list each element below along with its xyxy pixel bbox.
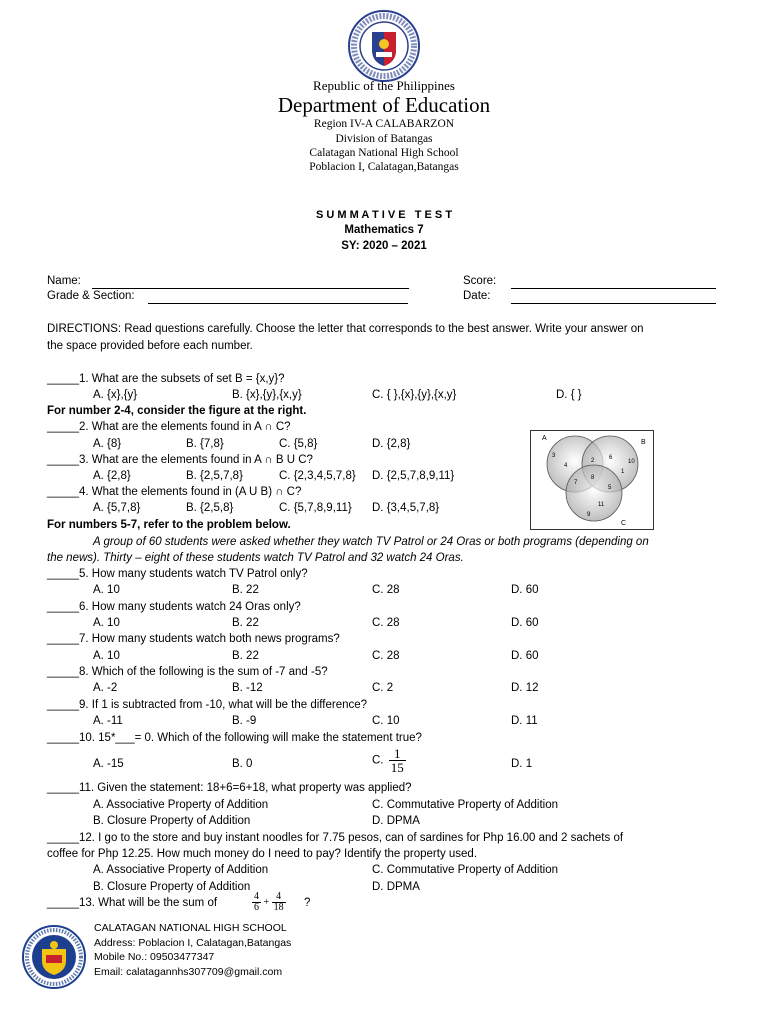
q5-option-c: C. 28 [372,584,400,596]
venn-diagram [530,430,654,530]
venn-num-9: 9 [587,512,591,518]
question-1: _____1. What are the subsets of set B = {x,y}? [47,373,285,385]
q5-option-a: A. 10 [93,584,120,596]
q1-option-c: C. { },{x},{y},{x,y} [372,389,457,401]
name-label: Name: [47,275,81,287]
q10-option-c-prefix: C. [372,754,384,767]
q1-option-d: D. { } [556,389,582,401]
q2-option-d: D. {2,8} [372,438,411,450]
note-questions-5-7: For numbers 5-7, refer to the problem below. [47,519,291,531]
q6-option-b: B. 22 [232,617,259,629]
q5-option-d: D. 60 [511,584,539,596]
q12-option-a: A. Associative Property of Addition [93,864,269,876]
q4-option-c: C. {5,7,8,9,11} [279,502,352,514]
date-label: Date: [463,290,491,302]
problem-line-2: the news). Thirty – eight of these students watch TV Patrol and 32 watch 24 Oras. [47,552,464,564]
q10-option-a: A. -15 [93,758,124,770]
q6-option-c: C. 28 [372,617,400,629]
q10-option-d: D. 1 [511,758,533,770]
q13-fraction-2-numerator: 4 [272,892,286,903]
q6-option-a: A. 10 [93,617,120,629]
deped-seal-icon [348,10,420,82]
note-questions-2-4: For number 2-4, consider the figure at the right. [47,405,307,417]
q10-option-c-fraction [389,747,406,774]
question-10: _____10. 15*___= 0. Which of the following will make the statement true? [47,732,422,744]
grade-section-label: Grade & Section: [47,290,135,302]
q11-option-d: D. DPMA [372,815,420,827]
footer-email[interactable]: Email: calatagannhs307709@gmail.com [94,966,283,978]
venn-num-7: 7 [574,480,578,486]
question-12-line-1: _____12. I go to the store and buy instant noodles for 7.75 pesos, can of sardines for Php 16.00 and 2 sachets of [47,832,624,844]
venn-num-3: 3 [552,453,556,459]
directions-line-1: DIRECTIONS: Read questions carefully. Choose the letter that corresponds to the best answer. Write your answer on [47,323,644,335]
venn-num-8: 8 [591,475,595,481]
q10-option-c [372,747,406,774]
q3-option-b: B. {2,5,7,8} [186,470,243,482]
venn-num-6: 6 [609,455,613,461]
q13-plus-sign: + [263,897,270,908]
question-2: _____2. What are the elements found in A ∩ C? [47,421,291,433]
q13-fraction-1 [252,892,261,913]
question-11: _____11. Given the statement: 18+6=6+18, what property was applied? [47,782,412,794]
question-13: _____13. What will be the sum of [47,897,218,909]
q11-option-b: B. Closure Property of Addition [93,815,251,827]
q10-fraction-numerator: 1 [389,747,406,761]
question-7: _____7. How many students watch both news programs? [47,633,340,645]
department-title: Department of Education [277,93,491,117]
q2-option-a: A. {8} [93,438,122,450]
region-text: Region IV-A CALABARZON [313,118,455,130]
q7-option-d: D. 60 [511,650,539,662]
q13-fraction-2 [272,892,286,913]
q3-option-d: D. {2,5,7,8,9,11} [372,470,455,482]
venn-num-5: 5 [608,485,612,491]
venn-num-2: 2 [591,458,595,464]
venn-label-a: A [542,435,547,442]
q3-option-a: A. {2,8} [93,470,131,482]
q12-option-c: C. Commutative Property of Addition [372,864,558,876]
q11-option-c: C. Commutative Property of Addition [372,799,558,811]
q7-option-a: A. 10 [93,650,120,662]
footer-mobile: Mobile No.: 09503477347 [94,951,215,963]
venn-num-1: 1 [621,469,625,475]
q4-option-b: B. {2,5,8} [186,502,234,514]
school-logo-icon [22,925,86,989]
q3-option-c: C. {2,3,4,5,7,8} [279,470,356,482]
test-title: S U M M A T I V E T E S T [315,209,453,221]
question-4: _____4. What the elements found in (A U B) ∩ C? [47,486,302,498]
q12-option-d: D. DPMA [372,881,420,893]
question-9: _____9. If 1 is subtracted from -10, what will be the difference? [47,699,368,711]
school-year: SY: 2020 – 2021 [341,240,427,252]
q8-option-a: A. -2 [93,682,118,694]
q9-option-c: C. 10 [372,715,400,727]
score-field[interactable] [511,288,716,289]
problem-line-1: A group of 60 students were asked whether they watch TV Patrol or 24 Oras or both programs (depending on [93,536,649,548]
q7-option-b: B. 22 [232,650,259,662]
venn-num-4: 4 [564,463,568,469]
q9-option-b: B. -9 [232,715,257,727]
question-8: _____8. Which of the following is the sum of -7 and -5? [47,666,328,678]
q7-option-c: C. 28 [372,650,400,662]
q8-option-b: B. -12 [232,682,263,694]
subject-title: Mathematics 7 [344,224,424,236]
q12-option-b: B. Closure Property of Addition [93,881,251,893]
q10-fraction-denominator: 15 [390,760,404,775]
q9-option-d: D. 11 [511,715,538,727]
q13-question-mark: ? [304,897,311,909]
venn-num-10: 10 [628,459,635,465]
footer-address: Address: Poblacion I, Calatagan,Batangas [94,937,292,949]
q2-option-c: C. {5,8} [279,438,318,450]
q1-option-b: B. {x},{y},{x,y} [232,389,302,401]
republic-text: Republic of the Philippines [313,78,455,93]
q8-option-d: D. 12 [511,682,539,694]
question-3: _____3. What are the elements found in A ∩ B U C? [47,454,313,466]
q9-option-a: A. -11 [93,715,123,727]
question-5: _____5. How many students watch TV Patrol only? [47,568,308,580]
q13-fraction-1-denominator: 6 [254,902,259,913]
q8-option-c: C. 2 [372,682,394,694]
school-text: Calatagan National High School [309,147,459,159]
directions-line-2: the space provided before each number. [47,340,253,352]
name-field[interactable] [92,288,409,289]
venn-label-b: B [641,439,646,446]
school-address-text: Poblacion I, Calatagan,Batangas [309,161,459,173]
venn-num-11: 11 [598,502,605,508]
score-label: Score: [463,275,497,287]
q10-option-b: B. 0 [232,758,253,770]
q6-option-d: D. 60 [511,617,539,629]
q5-option-b: B. 22 [232,584,259,596]
question-12-line-2: coffee for Php 12.25. How much money do I need to pay? Identify the property used. [47,848,478,860]
q4-option-d: D. {3,4,5,7,8} [372,502,440,514]
q11-option-a: A. Associative Property of Addition [93,799,269,811]
q4-option-a: A. {5,7,8} [93,502,141,514]
footer-school-name: CALATAGAN NATIONAL HIGH SCHOOL [94,922,287,934]
question-6: _____6. How many students watch 24 Oras only? [47,601,301,613]
q13-fraction-2-denominator: 18 [273,902,284,913]
date-field[interactable] [511,303,716,304]
q13-expression [252,892,286,913]
q13-fraction-1-numerator: 4 [254,891,259,902]
q2-option-b: B. {7,8} [186,438,224,450]
venn-label-c: C [621,520,627,527]
division-text: Division of Batangas [335,133,433,145]
q1-option-a: A. {x},{y} [93,389,138,401]
grade-section-field[interactable] [148,303,408,304]
